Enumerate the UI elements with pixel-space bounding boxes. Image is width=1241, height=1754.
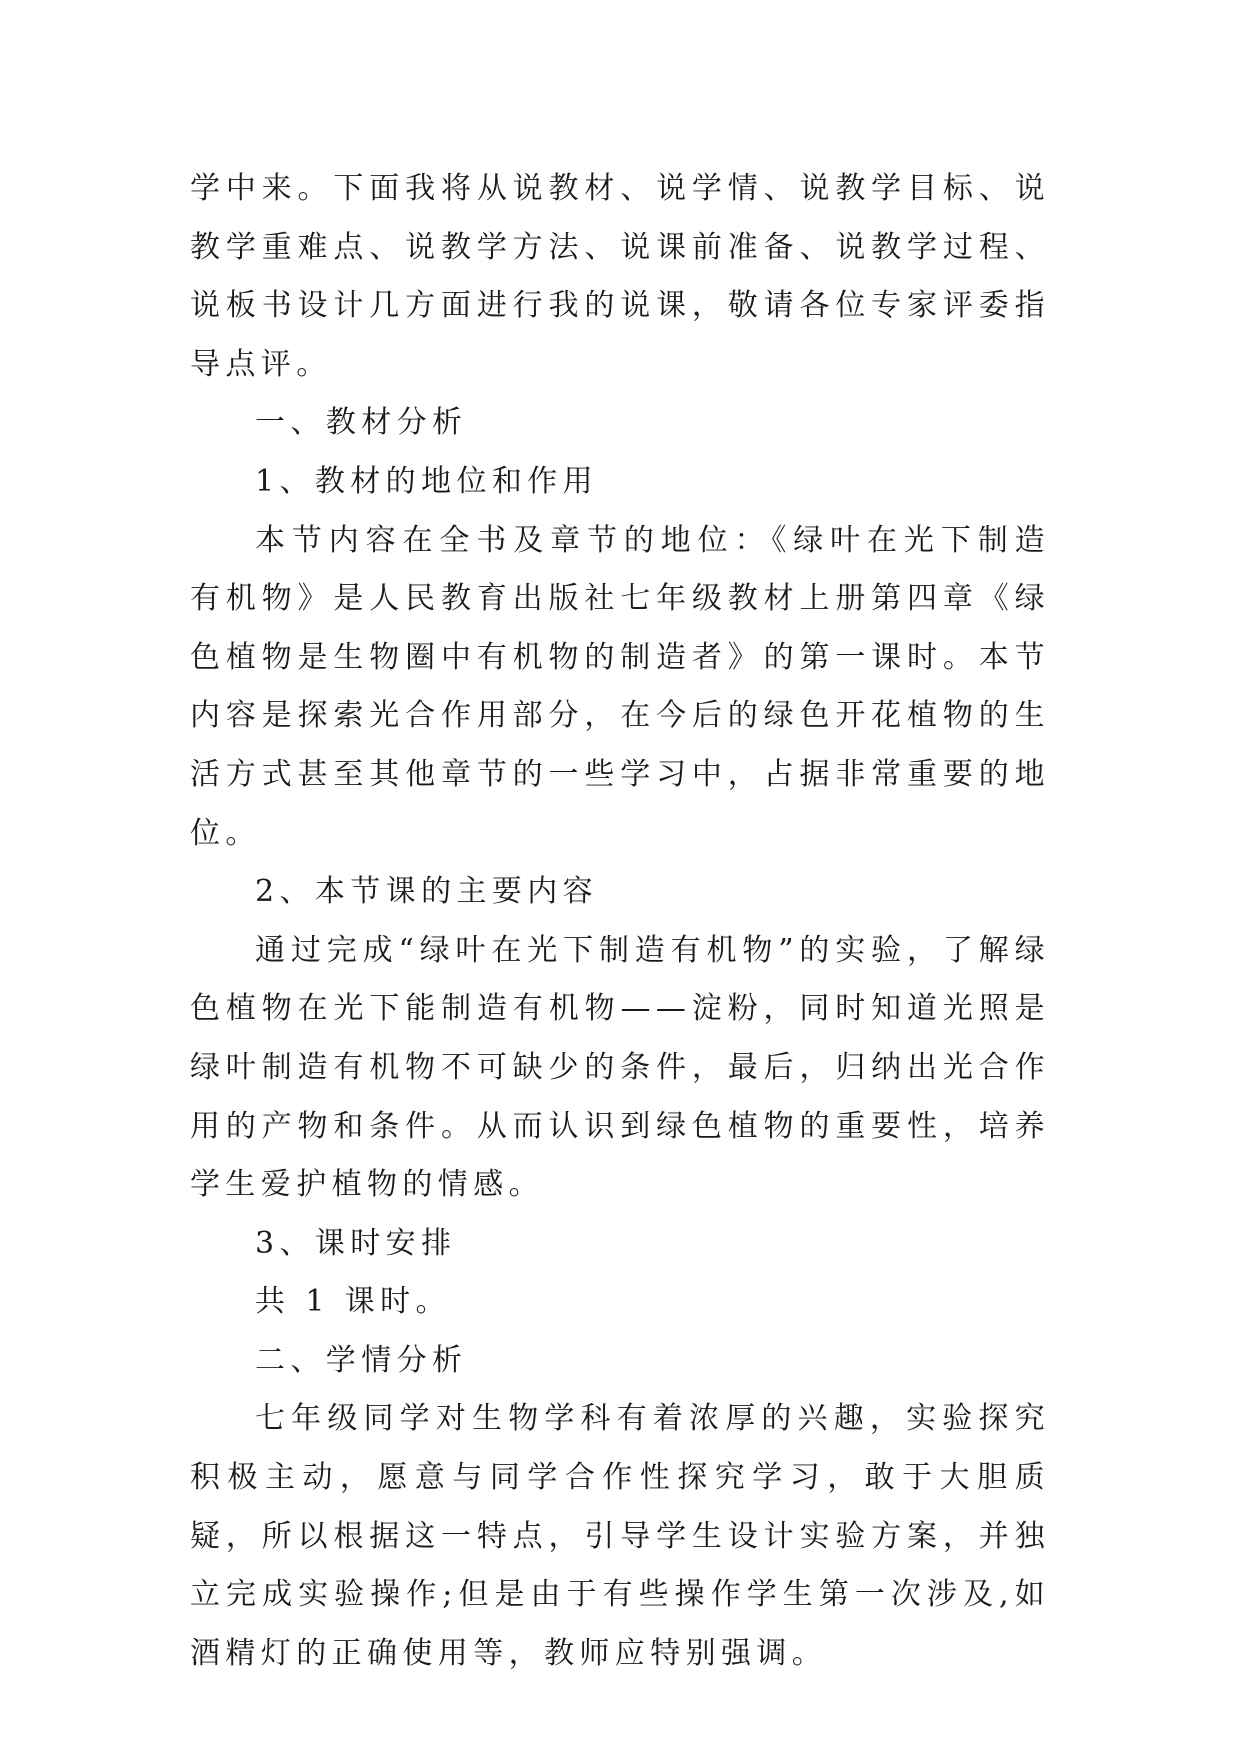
heading-material-position-role: 1、教材的地位和作用 [255,463,599,499]
heading-class-schedule: 3、课时安排 [255,1225,457,1261]
heading-teaching-material-analysis: 一、教材分析 [255,405,468,441]
paragraph-student-analysis: 七年级同学对生物学科有着浓厚的兴趣，实验探究积极主动，愿意与同学合作性探究学习，敢于大胆质疑，所以根据这一特点，引导学生设计实验方案，并独立完成实验操作;但是由于有些操作学生第一次涉及,如酒精灯的正确使用等，教师应特别强调。 [190,1401,1050,1671]
heading-main-content: 2、本节课的主要内容 [255,874,599,910]
paragraph-main-content: 通过完成“绿叶在光下制造有机物”的实验，了解绿色植物在光下能制造有机物——淀粉，同时知道光照是绿叶制造有机物不可缺少的条件，最后，归纳出光合作用的产物和条件。从而认识到绿色植物的重要性，培养学生爱护植物的情感。 [190,932,1050,1203]
paragraph-material-position-role: 本节内容在全书及章节的地位：《绿叶在光下制造有机物》是人民教育出版社七年级教材上册第四章《绿色植物是生物圈中有机物的制造者》的第一课时。本节内容是探索光合作用部分，在今后的绿色开花植物的生活方式甚至其他章节的一些学习中，占据非常重要的地位。 [190,522,1050,851]
paragraph-class-schedule: 共 1 课时。 [255,1284,451,1320]
heading-student-analysis: 二、学情分析 [255,1342,468,1378]
document-body [190,160,1050,1683]
paragraph-intro-continued: 学中来。下面我将从说教材、说学情、说教学目标、说教学重难点、说教学方法、说课前准备、说教学过程、说板书设计几方面进行我的说课，敬请各位专家评委指导点评。 [190,171,1050,382]
